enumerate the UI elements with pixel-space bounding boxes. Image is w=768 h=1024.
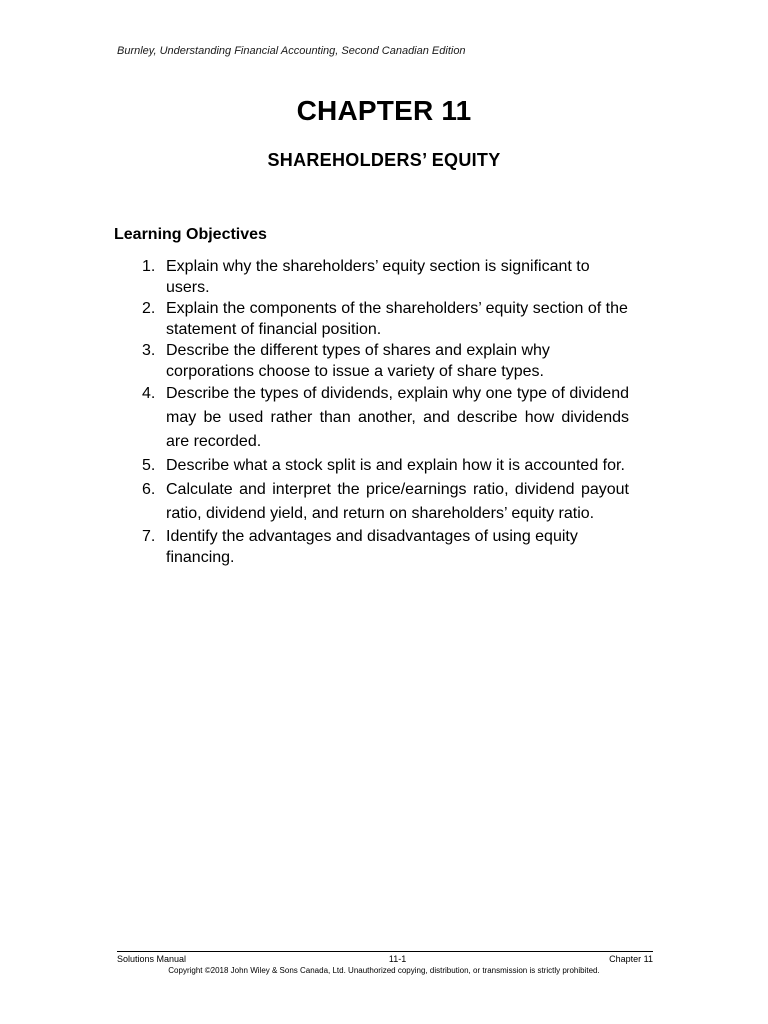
objective-number: 2. xyxy=(142,300,156,317)
objective-item xyxy=(142,478,629,526)
chapter-title: CHAPTER 11 xyxy=(296,95,472,126)
objective-text: Describe the types of dividends, explain why one type of dividend may be used rather than another, and describe how dividends are recorded. xyxy=(166,385,629,450)
copyright-notice: Copyright ©2018 John Wiley & Sons Canada, Ltd. Unauthorized copying, distribution, or transmission is strictly prohibited. xyxy=(168,966,600,975)
learning-objectives-list xyxy=(142,256,629,568)
objective-number: 4. xyxy=(142,385,156,402)
running-header: Burnley, Understanding Financial Accounting, Second Canadian Edition xyxy=(117,45,466,57)
objective-item xyxy=(142,298,629,340)
objective-item xyxy=(142,340,629,382)
footer-manual-label: Solutions Manual xyxy=(117,954,187,964)
objective-number: 6. xyxy=(142,481,156,498)
footer-chapter-label: Chapter 11 xyxy=(609,954,653,964)
objective-text: Identify the advantages and disadvantages of using equity financing. xyxy=(166,528,578,566)
objective-text: Describe what a stock split is and explain how it is accounted for. xyxy=(166,457,625,474)
page-footer xyxy=(117,954,653,964)
chapter-subtitle: SHAREHOLDERS’ EQUITY xyxy=(267,150,501,170)
objective-text: Calculate and interpret the price/earnings ratio, dividend payout ratio, dividend yield, and return on shareholders’ equity ratio. xyxy=(166,481,629,522)
objective-number: 5. xyxy=(142,457,156,474)
objective-item xyxy=(142,382,629,454)
objective-item xyxy=(142,454,629,478)
footer-divider xyxy=(117,951,653,952)
objective-number: 3. xyxy=(142,342,156,359)
objective-item xyxy=(142,256,629,298)
objective-text: Explain why the shareholders’ equity section is significant to users. xyxy=(166,258,590,296)
objective-number: 7. xyxy=(142,528,156,545)
objective-item xyxy=(142,526,629,568)
objective-text: Describe the different types of shares and explain why corporations choose to issue a variety of share types. xyxy=(166,342,550,380)
objective-number: 1. xyxy=(142,258,156,275)
footer-page-number: 11-1 xyxy=(388,954,407,964)
learning-objectives-heading: Learning Objectives xyxy=(114,226,267,243)
objective-text: Explain the components of the shareholders’ equity section of the statement of financial position. xyxy=(166,300,628,338)
